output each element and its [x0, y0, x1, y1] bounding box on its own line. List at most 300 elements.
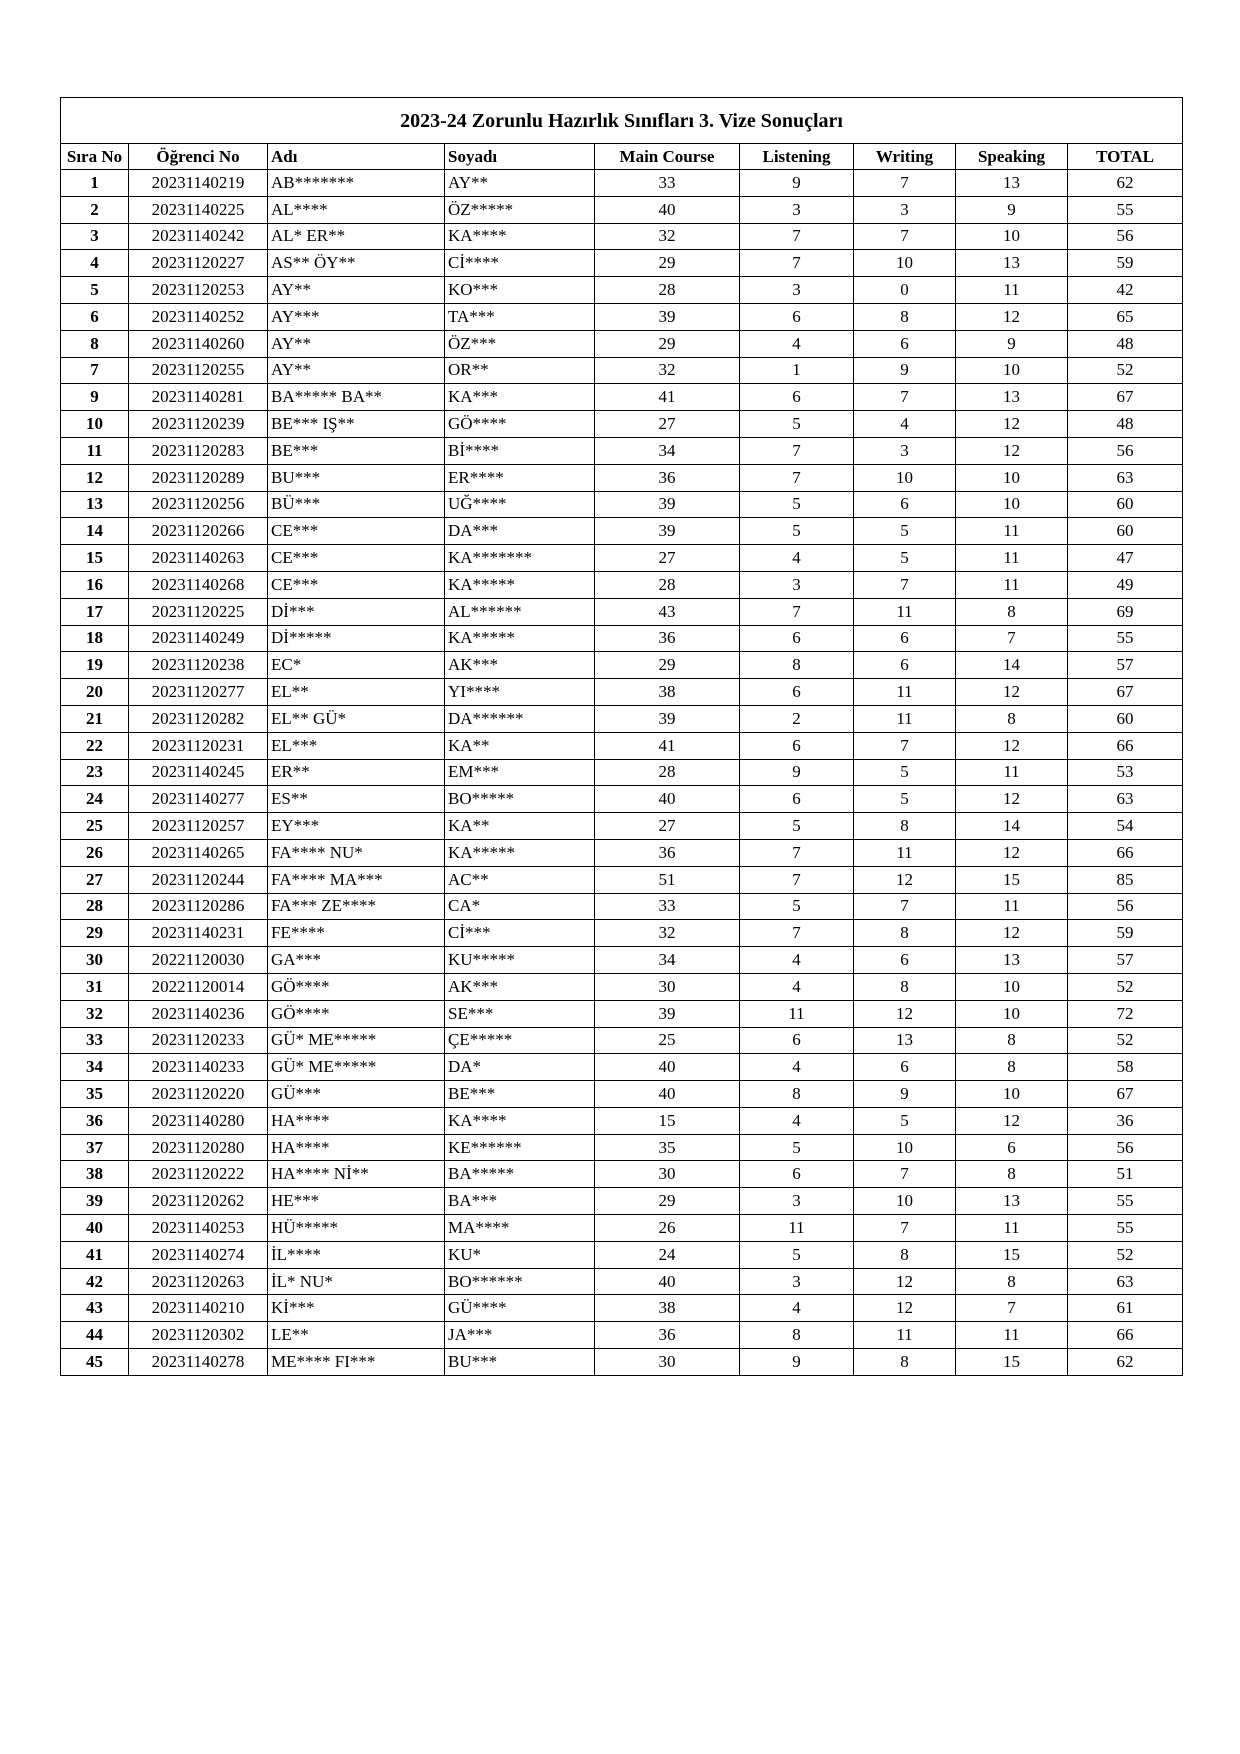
cell-total: 63: [1068, 1268, 1183, 1295]
cell-adi: İL* NU*: [268, 1268, 445, 1295]
cell-sira-no: 40: [61, 1215, 129, 1242]
table-row: [61, 170, 1183, 197]
cell-listening: 5: [740, 1241, 854, 1268]
table-row: [61, 866, 1183, 893]
cell-listening: 5: [740, 491, 854, 518]
cell-total: 65: [1068, 303, 1183, 330]
cell-speaking: 12: [956, 679, 1068, 706]
cell-writing: 3: [854, 196, 956, 223]
cell-writing: 11: [854, 705, 956, 732]
cell-total: 62: [1068, 170, 1183, 197]
cell-sira-no: 27: [61, 866, 129, 893]
cell-total: 56: [1068, 437, 1183, 464]
cell-listening: 3: [740, 1188, 854, 1215]
table-row: [61, 947, 1183, 974]
table-row: [61, 437, 1183, 464]
cell-total: 57: [1068, 652, 1183, 679]
cell-soyadi: SE***: [445, 1000, 595, 1027]
cell-speaking: 15: [956, 1349, 1068, 1376]
cell-adi: AB*******: [268, 170, 445, 197]
cell-speaking: 11: [956, 1215, 1068, 1242]
table-row: [61, 303, 1183, 330]
cell-main-course: 38: [595, 1295, 740, 1322]
cell-speaking: 11: [956, 759, 1068, 786]
cell-soyadi: BO******: [445, 1268, 595, 1295]
cell-main-course: 29: [595, 1188, 740, 1215]
cell-soyadi: KA**: [445, 732, 595, 759]
cell-ogrenci-no: 20231120263: [129, 1268, 268, 1295]
table-row: [61, 1107, 1183, 1134]
cell-sira-no: 41: [61, 1241, 129, 1268]
cell-total: 60: [1068, 491, 1183, 518]
cell-main-course: 41: [595, 384, 740, 411]
cell-adi: AL* ER**: [268, 223, 445, 250]
cell-listening: 3: [740, 1268, 854, 1295]
cell-sira-no: 43: [61, 1295, 129, 1322]
cell-writing: 4: [854, 411, 956, 438]
cell-total: 48: [1068, 411, 1183, 438]
cell-speaking: 12: [956, 303, 1068, 330]
cell-soyadi: Cİ***: [445, 920, 595, 947]
cell-listening: 5: [740, 518, 854, 545]
cell-ogrenci-no: 20231120244: [129, 866, 268, 893]
cell-writing: 9: [854, 357, 956, 384]
cell-soyadi: MA****: [445, 1215, 595, 1242]
cell-speaking: 10: [956, 1000, 1068, 1027]
cell-main-course: 29: [595, 330, 740, 357]
cell-main-course: 40: [595, 196, 740, 223]
cell-total: 55: [1068, 625, 1183, 652]
cell-sira-no: 2: [61, 196, 129, 223]
cell-sira-no: 16: [61, 571, 129, 598]
cell-writing: 6: [854, 491, 956, 518]
cell-listening: 8: [740, 1081, 854, 1108]
cell-total: 69: [1068, 598, 1183, 625]
cell-sira-no: 9: [61, 384, 129, 411]
cell-adi: HA****: [268, 1107, 445, 1134]
table-row: [61, 679, 1183, 706]
cell-listening: 4: [740, 973, 854, 1000]
cell-main-course: 34: [595, 947, 740, 974]
cell-soyadi: ÇE*****: [445, 1027, 595, 1054]
cell-listening: 1: [740, 357, 854, 384]
cell-sira-no: 25: [61, 813, 129, 840]
cell-writing: 6: [854, 330, 956, 357]
cell-writing: 0: [854, 277, 956, 304]
cell-sira-no: 33: [61, 1027, 129, 1054]
col-header-sira-no: Sıra No: [61, 144, 129, 170]
cell-speaking: 13: [956, 1188, 1068, 1215]
cell-soyadi: AY**: [445, 170, 595, 197]
cell-listening: 7: [740, 223, 854, 250]
cell-ogrenci-no: 20231120286: [129, 893, 268, 920]
cell-sira-no: 37: [61, 1134, 129, 1161]
cell-listening: 9: [740, 759, 854, 786]
cell-listening: 3: [740, 571, 854, 598]
cell-sira-no: 31: [61, 973, 129, 1000]
cell-total: 62: [1068, 1349, 1183, 1376]
cell-ogrenci-no: 20231120282: [129, 705, 268, 732]
cell-listening: 8: [740, 1322, 854, 1349]
cell-writing: 8: [854, 973, 956, 1000]
cell-writing: 7: [854, 1215, 956, 1242]
cell-main-course: 27: [595, 545, 740, 572]
cell-ogrenci-no: 20231140268: [129, 571, 268, 598]
cell-adi: BE*** IŞ**: [268, 411, 445, 438]
cell-main-course: 40: [595, 1081, 740, 1108]
cell-soyadi: Cİ****: [445, 250, 595, 277]
table-row: [61, 518, 1183, 545]
cell-main-course: 39: [595, 1000, 740, 1027]
cell-speaking: 9: [956, 196, 1068, 223]
col-header-writing: Writing: [854, 144, 956, 170]
cell-main-course: 27: [595, 411, 740, 438]
cell-writing: 11: [854, 598, 956, 625]
cell-ogrenci-no: 20231120253: [129, 277, 268, 304]
cell-ogrenci-no: 20231140225: [129, 196, 268, 223]
cell-soyadi: AL******: [445, 598, 595, 625]
col-header-listening: Listening: [740, 144, 854, 170]
cell-total: 67: [1068, 1081, 1183, 1108]
cell-speaking: 14: [956, 652, 1068, 679]
cell-writing: 8: [854, 303, 956, 330]
cell-adi: BE***: [268, 437, 445, 464]
cell-soyadi: GÖ****: [445, 411, 595, 438]
cell-writing: 7: [854, 571, 956, 598]
cell-soyadi: TA***: [445, 303, 595, 330]
cell-ogrenci-no: 20231120227: [129, 250, 268, 277]
cell-listening: 8: [740, 652, 854, 679]
cell-speaking: 12: [956, 1107, 1068, 1134]
cell-listening: 4: [740, 1054, 854, 1081]
cell-adi: LE**: [268, 1322, 445, 1349]
cell-speaking: 13: [956, 250, 1068, 277]
table-row: [61, 545, 1183, 572]
cell-speaking: 6: [956, 1134, 1068, 1161]
cell-speaking: 9: [956, 330, 1068, 357]
cell-adi: AY**: [268, 357, 445, 384]
table-row: [61, 1188, 1183, 1215]
table-row: [61, 839, 1183, 866]
cell-listening: 6: [740, 1161, 854, 1188]
cell-adi: GÜ* ME*****: [268, 1027, 445, 1054]
cell-writing: 10: [854, 250, 956, 277]
cell-total: 58: [1068, 1054, 1183, 1081]
cell-adi: Kİ***: [268, 1295, 445, 1322]
cell-total: 66: [1068, 839, 1183, 866]
cell-listening: 6: [740, 679, 854, 706]
cell-adi: GA***: [268, 947, 445, 974]
cell-speaking: 10: [956, 1081, 1068, 1108]
cell-total: 63: [1068, 786, 1183, 813]
cell-total: 57: [1068, 947, 1183, 974]
cell-main-course: 39: [595, 518, 740, 545]
cell-adi: EL***: [268, 732, 445, 759]
cell-soyadi: ÖZ*****: [445, 196, 595, 223]
cell-listening: 7: [740, 464, 854, 491]
cell-main-course: 30: [595, 973, 740, 1000]
cell-listening: 6: [740, 786, 854, 813]
cell-speaking: 7: [956, 1295, 1068, 1322]
cell-writing: 5: [854, 518, 956, 545]
cell-soyadi: KA****: [445, 223, 595, 250]
cell-writing: 12: [854, 1295, 956, 1322]
cell-writing: 11: [854, 1322, 956, 1349]
cell-writing: 6: [854, 652, 956, 679]
cell-speaking: 10: [956, 223, 1068, 250]
table-row: [61, 411, 1183, 438]
cell-main-course: 36: [595, 1322, 740, 1349]
cell-total: 59: [1068, 920, 1183, 947]
table-row: [61, 598, 1183, 625]
table-row: [61, 1134, 1183, 1161]
cell-soyadi: EM***: [445, 759, 595, 786]
cell-writing: 10: [854, 464, 956, 491]
cell-main-course: 39: [595, 491, 740, 518]
cell-soyadi: AK***: [445, 652, 595, 679]
cell-listening: 6: [740, 732, 854, 759]
cell-sira-no: 19: [61, 652, 129, 679]
cell-main-course: 33: [595, 893, 740, 920]
cell-writing: 13: [854, 1027, 956, 1054]
table-row: [61, 1349, 1183, 1376]
cell-writing: 8: [854, 920, 956, 947]
cell-speaking: 12: [956, 732, 1068, 759]
cell-listening: 3: [740, 277, 854, 304]
cell-speaking: 10: [956, 464, 1068, 491]
cell-listening: 6: [740, 625, 854, 652]
cell-speaking: 8: [956, 1027, 1068, 1054]
cell-sira-no: 4: [61, 250, 129, 277]
table-row: [61, 357, 1183, 384]
cell-ogrenci-no: 20231140231: [129, 920, 268, 947]
cell-total: 54: [1068, 813, 1183, 840]
cell-writing: 3: [854, 437, 956, 464]
cell-ogrenci-no: 20231120233: [129, 1027, 268, 1054]
cell-writing: 12: [854, 866, 956, 893]
cell-adi: ME**** FI***: [268, 1349, 445, 1376]
cell-speaking: 13: [956, 947, 1068, 974]
cell-adi: EY***: [268, 813, 445, 840]
cell-speaking: 12: [956, 786, 1068, 813]
cell-writing: 7: [854, 170, 956, 197]
table-row: [61, 223, 1183, 250]
cell-main-course: 34: [595, 437, 740, 464]
col-header-main-course: Main Course: [595, 144, 740, 170]
cell-ogrenci-no: 20231140265: [129, 839, 268, 866]
cell-adi: GÜ***: [268, 1081, 445, 1108]
cell-soyadi: UĞ****: [445, 491, 595, 518]
cell-total: 61: [1068, 1295, 1183, 1322]
cell-listening: 7: [740, 250, 854, 277]
cell-main-course: 30: [595, 1161, 740, 1188]
table-row: [61, 1295, 1183, 1322]
cell-listening: 7: [740, 839, 854, 866]
cell-speaking: 11: [956, 277, 1068, 304]
cell-main-course: 30: [595, 1349, 740, 1376]
cell-writing: 10: [854, 1188, 956, 1215]
cell-soyadi: KA*****: [445, 625, 595, 652]
cell-soyadi: KU*: [445, 1241, 595, 1268]
cell-soyadi: KO***: [445, 277, 595, 304]
cell-soyadi: KA*****: [445, 571, 595, 598]
cell-sira-no: 45: [61, 1349, 129, 1376]
cell-soyadi: BA***: [445, 1188, 595, 1215]
cell-listening: 11: [740, 1000, 854, 1027]
cell-speaking: 8: [956, 1161, 1068, 1188]
cell-listening: 6: [740, 303, 854, 330]
cell-soyadi: BU***: [445, 1349, 595, 1376]
cell-ogrenci-no: 20231140242: [129, 223, 268, 250]
cell-adi: HÜ*****: [268, 1215, 445, 1242]
table-row: [61, 491, 1183, 518]
cell-adi: ES**: [268, 786, 445, 813]
cell-ogrenci-no: 20221120014: [129, 973, 268, 1000]
cell-adi: EL**: [268, 679, 445, 706]
cell-total: 67: [1068, 384, 1183, 411]
cell-main-course: 36: [595, 839, 740, 866]
cell-ogrenci-no: 20231120225: [129, 598, 268, 625]
cell-listening: 4: [740, 1295, 854, 1322]
cell-sira-no: 21: [61, 705, 129, 732]
cell-soyadi: GÜ****: [445, 1295, 595, 1322]
cell-speaking: 12: [956, 920, 1068, 947]
cell-ogrenci-no: 20231140280: [129, 1107, 268, 1134]
cell-main-course: 33: [595, 170, 740, 197]
table-row: [61, 759, 1183, 786]
cell-adi: AY**: [268, 330, 445, 357]
cell-total: 47: [1068, 545, 1183, 572]
cell-soyadi: Bİ****: [445, 437, 595, 464]
cell-soyadi: KA****: [445, 1107, 595, 1134]
cell-ogrenci-no: 20231140219: [129, 170, 268, 197]
cell-total: 52: [1068, 357, 1183, 384]
cell-ogrenci-no: 20231140278: [129, 1349, 268, 1376]
col-header-soyadi: Soyadı: [445, 144, 595, 170]
cell-writing: 11: [854, 839, 956, 866]
cell-total: 72: [1068, 1000, 1183, 1027]
cell-soyadi: KA***: [445, 384, 595, 411]
cell-adi: GÖ****: [268, 973, 445, 1000]
cell-listening: 7: [740, 437, 854, 464]
cell-sira-no: 26: [61, 839, 129, 866]
cell-ogrenci-no: 20231140210: [129, 1295, 268, 1322]
cell-adi: AY**: [268, 277, 445, 304]
cell-ogrenci-no: 20231120262: [129, 1188, 268, 1215]
cell-adi: FA**** NU*: [268, 839, 445, 866]
cell-ogrenci-no: 20231120257: [129, 813, 268, 840]
cell-listening: 4: [740, 947, 854, 974]
cell-adi: EC*: [268, 652, 445, 679]
cell-sira-no: 13: [61, 491, 129, 518]
cell-total: 51: [1068, 1161, 1183, 1188]
table-row: [61, 732, 1183, 759]
table-row: [61, 1054, 1183, 1081]
cell-ogrenci-no: 20231120280: [129, 1134, 268, 1161]
cell-writing: 7: [854, 223, 956, 250]
cell-adi: HE***: [268, 1188, 445, 1215]
cell-listening: 2: [740, 705, 854, 732]
cell-writing: 6: [854, 1054, 956, 1081]
table-row: [61, 277, 1183, 304]
cell-writing: 9: [854, 1081, 956, 1108]
cell-speaking: 12: [956, 437, 1068, 464]
cell-adi: GÖ****: [268, 1000, 445, 1027]
cell-ogrenci-no: 20231140274: [129, 1241, 268, 1268]
col-header-adi: Adı: [268, 144, 445, 170]
cell-writing: 8: [854, 1349, 956, 1376]
cell-ogrenci-no: 20231120277: [129, 679, 268, 706]
cell-ogrenci-no: 20231120266: [129, 518, 268, 545]
cell-soyadi: OR**: [445, 357, 595, 384]
cell-soyadi: DA******: [445, 705, 595, 732]
cell-adi: FA**** MA***: [268, 866, 445, 893]
cell-ogrenci-no: 20231120283: [129, 437, 268, 464]
cell-soyadi: KA**: [445, 813, 595, 840]
cell-ogrenci-no: 20231140253: [129, 1215, 268, 1242]
cell-soyadi: ER****: [445, 464, 595, 491]
cell-speaking: 13: [956, 170, 1068, 197]
cell-ogrenci-no: 20231120255: [129, 357, 268, 384]
cell-total: 85: [1068, 866, 1183, 893]
table-row: [61, 1215, 1183, 1242]
cell-ogrenci-no: 20231140260: [129, 330, 268, 357]
cell-listening: 9: [740, 1349, 854, 1376]
cell-adi: HA****: [268, 1134, 445, 1161]
cell-listening: 4: [740, 330, 854, 357]
cell-sira-no: 39: [61, 1188, 129, 1215]
cell-main-course: 32: [595, 357, 740, 384]
table-row: [61, 652, 1183, 679]
cell-ogrenci-no: 20231140245: [129, 759, 268, 786]
cell-listening: 5: [740, 813, 854, 840]
cell-main-course: 25: [595, 1027, 740, 1054]
cell-writing: 5: [854, 786, 956, 813]
cell-total: 53: [1068, 759, 1183, 786]
cell-adi: AS** ÖY**: [268, 250, 445, 277]
cell-soyadi: JA***: [445, 1322, 595, 1349]
cell-writing: 5: [854, 1107, 956, 1134]
cell-ogrenci-no: 20231140281: [129, 384, 268, 411]
cell-ogrenci-no: 20231120302: [129, 1322, 268, 1349]
table-row: [61, 973, 1183, 1000]
cell-speaking: 13: [956, 384, 1068, 411]
cell-speaking: 15: [956, 1241, 1068, 1268]
col-header-ogrenci-no: Öğrenci No: [129, 144, 268, 170]
cell-total: 55: [1068, 1215, 1183, 1242]
cell-sira-no: 14: [61, 518, 129, 545]
cell-ogrenci-no: 20231140252: [129, 303, 268, 330]
cell-total: 60: [1068, 518, 1183, 545]
cell-listening: 5: [740, 411, 854, 438]
cell-speaking: 11: [956, 545, 1068, 572]
cell-ogrenci-no: 20231140263: [129, 545, 268, 572]
cell-adi: HA**** Nİ**: [268, 1161, 445, 1188]
cell-soyadi: KA*****: [445, 839, 595, 866]
cell-sira-no: 24: [61, 786, 129, 813]
cell-main-course: 27: [595, 813, 740, 840]
cell-ogrenci-no: 20231120256: [129, 491, 268, 518]
cell-sira-no: 36: [61, 1107, 129, 1134]
table-row: [61, 705, 1183, 732]
cell-writing: 5: [854, 759, 956, 786]
cell-speaking: 10: [956, 357, 1068, 384]
table-row: [61, 786, 1183, 813]
table-row: [61, 625, 1183, 652]
cell-sira-no: 30: [61, 947, 129, 974]
cell-sira-no: 23: [61, 759, 129, 786]
cell-adi: CE***: [268, 518, 445, 545]
